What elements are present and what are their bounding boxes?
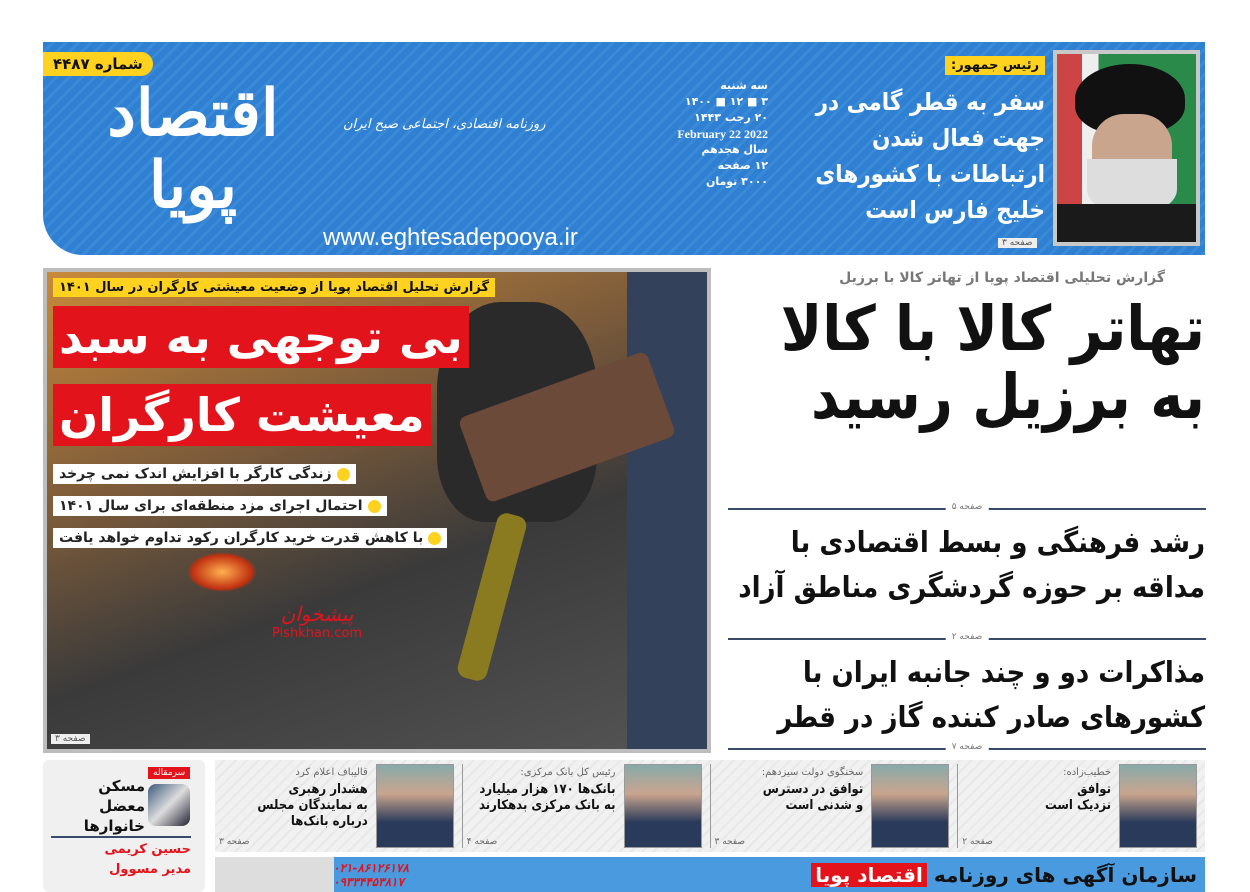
bullet-icon — [337, 468, 350, 481]
author-photo — [148, 784, 190, 826]
tagline: روزنامه اقتصادی، اجتماعی صبح ایران — [343, 117, 546, 132]
teaser-headline: هشدار رهبری به نمایندگان مجلس درباره بانک‌ها — [257, 782, 368, 829]
president-headline[interactable]: سفر به قطر گامی در جهت فعال شدن ارتباطات با کشورهای خلیج فارس است — [815, 88, 1045, 224]
teaser-photo — [871, 764, 949, 848]
page-ref: صفحه ۲ — [962, 837, 993, 847]
teaser-kicker: سخنگوی دولت سیزدهم: — [761, 767, 864, 778]
teaser-headline: توافق در دسترس و شدنی است — [762, 782, 864, 813]
page-ref: صفحه ۷ — [946, 742, 989, 752]
third-headline[interactable]: مذاکرات دو و چند جانبه ایران با کشورهای صادر کننده گاز در قطر — [777, 655, 1205, 734]
teaser-row — [215, 760, 1205, 852]
page-ref: صفحه ۳ — [998, 238, 1037, 248]
worker-bullet — [53, 528, 447, 548]
main-kicker: گزارش تحلیلی اقتصاد پویا از تهاتر کالا با برزیل — [839, 270, 1165, 286]
teaser-kicker: خطیب‌زاده: — [1063, 767, 1111, 778]
teaser-headline: توافق نزدیک است — [1045, 782, 1111, 813]
page-count: ۱۲ صفحه — [717, 159, 768, 172]
bullet-text: با کاهش قدرت خرید کارگران رکود تداوم خواهد یافت — [59, 530, 424, 546]
second-headline[interactable]: رشد فرهنگی و بسط اقتصادی با مداقه بر حوزه گردشگری مناطق آزاد — [738, 525, 1205, 604]
teaser-item[interactable] — [957, 764, 1205, 848]
issue-number: شماره ۴۴۸۷ — [43, 52, 153, 76]
bullet-text: احتمال اجرای مزد منطقه‌ای برای سال ۱۴۰۱ — [59, 498, 363, 514]
page-ref: صفحه ۳ — [219, 837, 250, 847]
teaser-photo — [624, 764, 702, 848]
teaser-item[interactable] — [710, 764, 958, 848]
divider — [51, 836, 191, 838]
volume-year: سال هجدهم — [701, 143, 768, 156]
editorial-title: مسکن معضل خانوارها — [83, 777, 145, 835]
ad-banner[interactable] — [215, 857, 1205, 892]
editorial-badge: سرمقاله — [148, 767, 190, 779]
bullet-icon — [428, 532, 441, 545]
teaser-headline: بانک‌ها ۱۷۰ هزار میلیارد به بانک مرکزی بدهکارند — [479, 782, 616, 813]
worker-kicker: گزارش تحلیل اقتصاد پویا از وضعیت معیشتی کارگران در سال ۱۴۰۱ — [53, 278, 495, 297]
page-ref: صفحه ۳ — [714, 837, 746, 847]
teaser-item[interactable] — [215, 764, 462, 848]
editorial-box[interactable] — [43, 760, 205, 892]
date-solar: ۳ ■ ۱۲ ■ ۱۴۰۰ — [684, 95, 768, 108]
ad-title: سازمان آگهی های روزنامه اقتصاد پویا — [811, 863, 1197, 887]
page-ref: صفحه ۴ — [466, 837, 498, 847]
weekday: سه شنبه — [720, 79, 768, 92]
worker-headline-line1: بی توجهی به سبد — [53, 306, 469, 368]
teaser-kicker: قالیباف اعلام کرد — [295, 767, 368, 778]
bullet-icon — [368, 500, 381, 513]
president-kicker: رئیس جمهور: — [945, 56, 1045, 75]
teaser-item[interactable] — [462, 764, 710, 848]
price: ۳۰۰۰ تومان — [705, 175, 768, 188]
divider — [728, 502, 1206, 512]
date-block — [648, 78, 768, 190]
worker-bullet — [53, 464, 356, 484]
divider — [728, 632, 1206, 642]
watermark: پیشخوان Pishkhan.com — [272, 602, 363, 641]
editorial-author — [51, 840, 191, 880]
author-role: مدیر مسوول — [109, 862, 191, 877]
teaser-photo — [1119, 764, 1197, 848]
worker-story[interactable] — [43, 268, 711, 753]
ad-phone-numbers: ۰۲۱-۸۶۱۲۶۱۷۸ ۰۹۳۳۴۴۵۳۸۱۷ — [333, 860, 409, 889]
date-lunar: ۲۰ رجب ۱۴۴۳ — [694, 111, 768, 124]
newspaper-logo: اقتصاد پویا — [107, 76, 279, 223]
worker-bullet — [53, 496, 387, 516]
author-name: حسین کریمی — [104, 842, 191, 857]
page-ref: صفحه ۵ — [946, 502, 989, 512]
teaser-kicker: رئیس کل بانک مرکزی: — [520, 767, 616, 778]
main-headline[interactable]: تهاتر کالا با کالا به برزیل رسید — [780, 292, 1205, 433]
date-gregorian: 2022 February 22 — [677, 127, 768, 141]
website-url[interactable]: www.eghtesadepooya.ir — [323, 224, 578, 251]
bullet-text: زندگی کارگر با افزایش اندک نمی چرخد — [59, 466, 332, 482]
worker-headline-line2: معیشت کارگران — [53, 384, 431, 446]
masthead — [43, 42, 1205, 255]
page-ref: صفحه ۳ — [51, 734, 90, 744]
page-ref: صفحه ۲ — [946, 632, 989, 642]
president-photo — [1053, 50, 1200, 246]
teaser-photo — [376, 764, 454, 848]
divider — [728, 742, 1206, 752]
